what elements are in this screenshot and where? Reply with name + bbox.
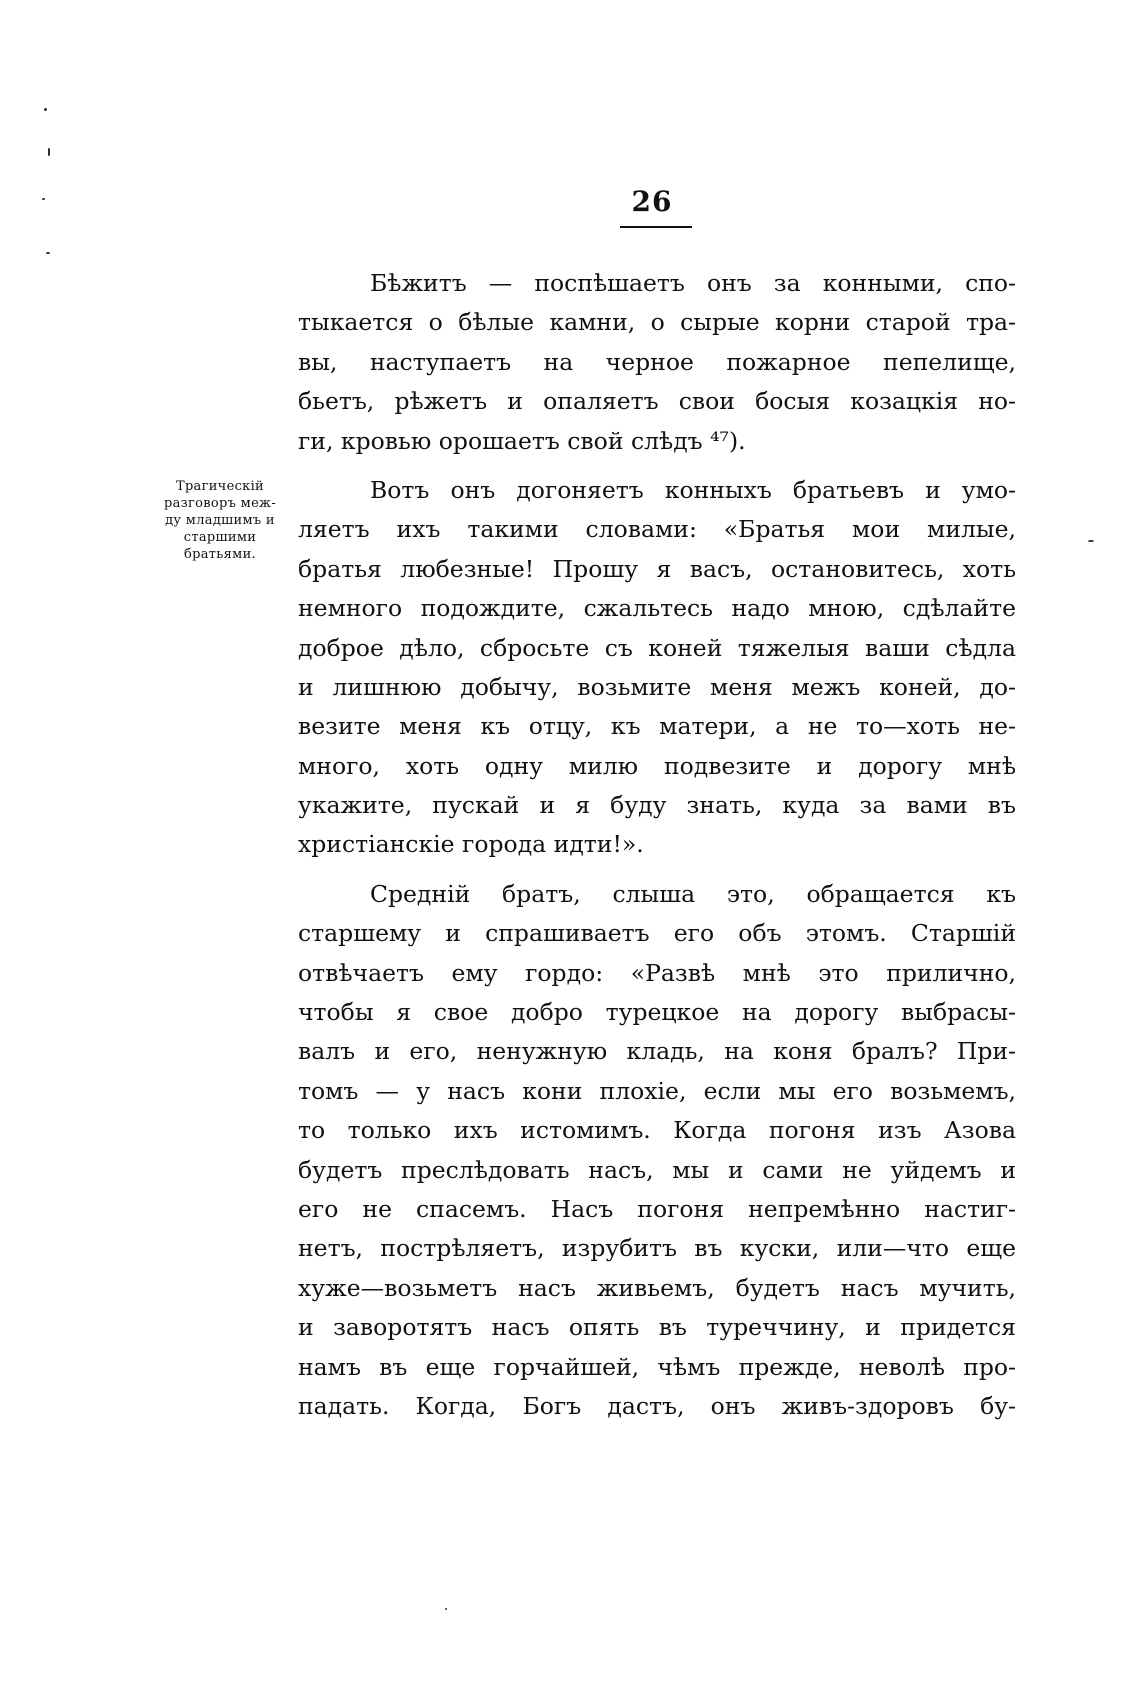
paragraph-3 <box>298 875 1016 1426</box>
scan-speck <box>48 148 50 156</box>
text-line: намъ въ еще горчайшей, чѣмъ прежде, неволѣ про- <box>298 1352 1016 1381</box>
text-line: старшему и спрашиваетъ его объ этомъ. Старшій <box>298 919 1016 948</box>
marginal-note-line: разговоръ меж- <box>163 496 277 511</box>
text-line: братья любезные! Прошу я васъ, остановитесь, хоть <box>298 554 1016 583</box>
text-line: и заворотятъ насъ опять въ туреччину, и придется <box>298 1313 1016 1342</box>
text-line: чтобы я свое добро турецкое на дорогу выбрасы- <box>298 998 1016 1027</box>
text-line: тыкается о бѣлые камни, о сырые корни старой тра- <box>298 308 1016 337</box>
text-line: Бѣжитъ — поспѣшаетъ онъ за конными, спо- <box>370 269 1016 297</box>
text-line: валъ и его, ненужную кладь, на коня бралъ? При- <box>298 1037 1016 1066</box>
page-number: 26 <box>631 185 673 218</box>
text-line: нетъ, пострѣляетъ, изрубитъ въ куски, или—что еще <box>298 1234 1016 1263</box>
text-line: вы, наступаетъ на черное пожарное пепелище, <box>298 347 1016 376</box>
text-line: бьетъ, рѣжетъ и опаляетъ свои босыя козацкія но- <box>298 387 1016 416</box>
text-line: то только ихъ истомимъ. Когда погоня изъ Азова <box>298 1116 1016 1145</box>
text-line: везите меня къ отцу, къ матери, а не то—хоть не- <box>298 712 1016 741</box>
scan-speck <box>1088 540 1094 542</box>
marginal-note <box>140 478 300 563</box>
marginal-note-line: старшими <box>183 530 257 545</box>
text-line: доброе дѣло, сбросьте съ коней тяжелыя ваши сѣдла <box>298 633 1016 662</box>
text-line: томъ — у насъ кони плохіе, если мы его возьмемъ, <box>298 1076 1016 1105</box>
marginal-note-line: ду младшимъ и <box>165 513 275 528</box>
scan-speck <box>46 252 50 254</box>
text-line: немного подождите, сжальтесь надо мною, сдѣлайте <box>298 594 1016 623</box>
marginal-note-line: Трагическій <box>175 479 265 494</box>
text-line: и лишнюю добычу, возьмите меня межъ коней, до- <box>298 672 1016 701</box>
scan-speck <box>42 198 45 200</box>
text-line: Средній братъ, слыша это, обращается къ <box>370 879 1016 908</box>
paragraph-1 <box>298 264 1016 461</box>
text-line: его не спасемъ. Насъ погоня непремѣнно настиг- <box>298 1194 1016 1223</box>
text-line: падать. Когда, Богъ дастъ, онъ живъ-здоровъ бу- <box>298 1391 1016 1420</box>
text-line: ги, кровью орошаетъ свой слѣдъ ⁴⁷). <box>298 426 746 455</box>
scan-speck <box>44 108 47 111</box>
text-line: ляетъ ихъ такими словами: «Братья мои милые, <box>298 515 1016 544</box>
main-text <box>298 264 1016 1426</box>
paragraph-2 <box>298 471 1016 865</box>
scan-speck <box>445 1608 447 1610</box>
text-line: Вотъ онъ догоняетъ конныхъ братьевъ и умо- <box>370 475 1016 504</box>
page-number-rule <box>620 226 692 228</box>
text-line: укажите, пускай и я буду знать, куда за вами въ <box>298 791 1016 820</box>
text-line: много, хоть одну милю подвезите и дорогу мнѣ <box>298 751 1016 780</box>
marginal-note-line: братьями. <box>184 547 256 562</box>
text-line: будетъ преслѣдовать насъ, мы и сами не уйдемъ и <box>298 1155 1016 1184</box>
text-line: отвѣчаетъ ему гордо: «Развѣ мнѣ это прилично, <box>298 958 1016 987</box>
text-line: хуже—возьметъ насъ живьемъ, будетъ насъ мучить, <box>298 1273 1016 1302</box>
text-line: христіанскіе города идти!». <box>298 830 644 859</box>
